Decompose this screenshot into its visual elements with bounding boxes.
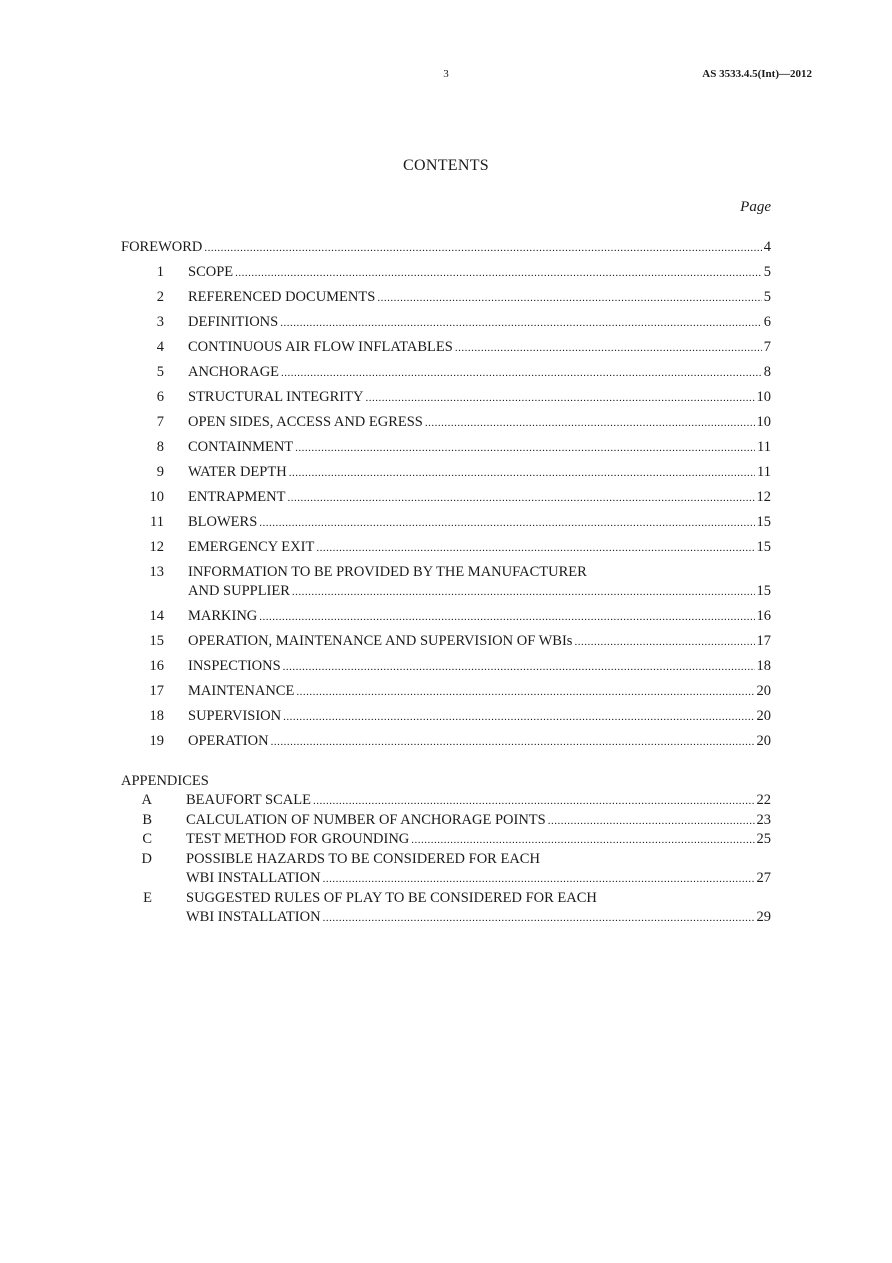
toc-entry-page: 10 xyxy=(756,414,771,430)
toc-entry-page: 20 xyxy=(756,733,771,749)
dot-leader xyxy=(289,464,755,483)
toc-entry-number: 3 xyxy=(156,314,164,330)
toc-row[interactable] xyxy=(0,563,892,583)
toc-entry-label: WBI INSTALLATION xyxy=(186,870,321,886)
toc-row[interactable] xyxy=(0,363,892,383)
toc-entry-page: 15 xyxy=(756,583,771,599)
toc-entry-page: 8 xyxy=(763,364,771,380)
toc-leader-line xyxy=(186,830,771,850)
toc-entry-label: CALCULATION OF NUMBER OF ANCHORAGE POINTS xyxy=(186,811,546,828)
dot-leader xyxy=(283,708,754,727)
toc-entry-label: ENTRAPMENT xyxy=(188,489,286,505)
toc-row[interactable] xyxy=(0,488,892,508)
dot-leader xyxy=(548,812,755,831)
toc-entry-label: OPERATION, MAINTENANCE AND SUPERVISION OF WBIs xyxy=(188,633,573,649)
dot-leader xyxy=(323,909,755,928)
toc-entry-page: 18 xyxy=(756,658,771,674)
toc-entry-number: A xyxy=(141,792,152,808)
toc-row[interactable] xyxy=(0,438,892,458)
toc-leader-line xyxy=(188,657,771,677)
toc-row[interactable] xyxy=(0,707,892,727)
toc-entry-label: CONTAINMENT xyxy=(188,439,294,455)
toc-entry-number: 16 xyxy=(149,658,164,674)
toc-entry-number: 10 xyxy=(149,489,164,505)
toc-row[interactable] xyxy=(0,413,892,433)
toc-entry-page: 12 xyxy=(756,489,771,505)
toc-leader-line xyxy=(186,908,771,928)
toc-entry-label: MAINTENANCE xyxy=(188,683,295,699)
toc-entry-number: 18 xyxy=(149,708,164,724)
toc-leader-line xyxy=(188,513,771,533)
toc-entry-label: EMERGENCY EXIT xyxy=(188,539,315,555)
toc-leader-line xyxy=(188,707,771,727)
appendices-heading: APPENDICES xyxy=(121,773,209,789)
dot-leader xyxy=(295,439,755,458)
toc-entry-page: 20 xyxy=(756,708,771,724)
toc-entry-number: 6 xyxy=(156,389,164,405)
toc-entry-number: 12 xyxy=(149,539,164,555)
toc-entry-page: 11 xyxy=(757,464,771,480)
toc-leader-line xyxy=(188,607,771,627)
toc-entry-label: ANCHORAGE xyxy=(188,364,280,380)
toc-entry-number: 9 xyxy=(156,464,164,480)
toc-leader-line xyxy=(186,869,771,889)
toc-leader-line xyxy=(188,388,771,408)
appendix-row[interactable] xyxy=(0,908,892,928)
toc-leader-line xyxy=(188,438,771,458)
toc-leader-line xyxy=(188,632,771,652)
toc-leader-line xyxy=(186,811,771,831)
toc-entry-page: 10 xyxy=(756,389,771,405)
toc-entry-label: WATER DEPTH xyxy=(188,464,287,480)
dot-leader xyxy=(281,364,762,383)
toc-entry-page: 22 xyxy=(756,792,771,808)
toc-entry-label: REFERENCED DOCUMENTS xyxy=(188,289,376,305)
appendix-row[interactable] xyxy=(0,869,892,889)
toc-leader-line xyxy=(188,538,771,558)
toc-entry-page: 15 xyxy=(756,539,771,555)
dot-leader xyxy=(574,633,754,652)
toc-entry-page: 17 xyxy=(756,633,771,649)
toc-leader-line xyxy=(188,288,771,308)
toc-row[interactable] xyxy=(0,338,892,358)
toc-entry-page: 11 xyxy=(757,439,771,455)
toc-row[interactable] xyxy=(0,582,892,602)
toc-row[interactable] xyxy=(0,682,892,702)
toc-entry-label: CONTINUOUS AIR FLOW INFLATABLES xyxy=(188,339,453,355)
toc-row[interactable] xyxy=(0,732,892,752)
toc-entry-page: 7 xyxy=(763,339,771,355)
toc-row[interactable] xyxy=(0,313,892,333)
toc-leader-line xyxy=(188,363,771,383)
toc-row[interactable] xyxy=(0,388,892,408)
toc-entry-number: 19 xyxy=(149,733,164,749)
toc-entry-page: 27 xyxy=(756,870,771,886)
toc-leader-line xyxy=(188,488,771,508)
toc-entry-number: 5 xyxy=(156,364,164,380)
toc-entry-label: OPERATION xyxy=(188,733,269,749)
toc-leader-line xyxy=(188,732,771,752)
toc-entry-number: D xyxy=(141,850,152,867)
toc-leader-line xyxy=(188,413,771,433)
toc-entry-number: 15 xyxy=(149,633,164,649)
toc-entry-label: DEFINITIONS xyxy=(188,314,279,330)
toc-row[interactable] xyxy=(0,513,892,533)
toc-entry-number: E xyxy=(143,889,152,906)
toc-entry-label: MARKING xyxy=(188,608,258,624)
toc-entry-label: WBI INSTALLATION xyxy=(186,909,321,925)
dot-leader xyxy=(292,583,755,602)
toc-entry-number: 7 xyxy=(156,414,164,430)
dot-leader xyxy=(283,658,755,677)
toc-leader-line xyxy=(186,791,771,811)
toc-leader-line xyxy=(121,238,771,258)
toc-entry-label: SCOPE xyxy=(188,264,234,280)
appendix-row[interactable] xyxy=(0,811,892,831)
toc-entry-label: AND SUPPLIER xyxy=(188,583,290,599)
dot-leader xyxy=(411,831,754,850)
toc-entry-number: 14 xyxy=(149,608,164,624)
toc-entry-number: 1 xyxy=(156,264,164,280)
toc-entry-label-line1: SUGGESTED RULES OF PLAY TO BE CONSIDERED FOR EACH xyxy=(186,889,597,906)
document-id: AS 3533.4.5(Int)—2012 xyxy=(702,68,812,80)
toc-leader-line xyxy=(188,582,771,602)
dot-leader xyxy=(316,539,754,558)
toc-leader-line xyxy=(188,463,771,483)
dot-leader xyxy=(280,314,762,333)
toc-entry-page: 16 xyxy=(756,608,771,624)
dot-leader xyxy=(377,289,761,308)
toc-entry-page: 25 xyxy=(756,831,771,847)
dot-leader xyxy=(455,339,762,358)
toc-entry-label: INSPECTIONS xyxy=(188,658,281,674)
dot-leader xyxy=(271,733,755,752)
toc-entry-label-line1: POSSIBLE HAZARDS TO BE CONSIDERED FOR EACH xyxy=(186,850,540,867)
toc-entry-number: 17 xyxy=(149,683,164,699)
toc-row[interactable] xyxy=(0,263,892,283)
toc-entry-label: BEAUFORT SCALE xyxy=(186,792,311,808)
dot-leader xyxy=(259,608,754,627)
toc-entry-number: 4 xyxy=(156,339,164,355)
toc-entry-number: 2 xyxy=(156,289,164,305)
appendix-row[interactable] xyxy=(0,830,892,850)
appendix-row[interactable] xyxy=(0,850,892,870)
toc-entry-label: BLOWERS xyxy=(188,514,258,530)
toc-entry-page: 23 xyxy=(756,811,771,828)
toc-entry-number: 8 xyxy=(156,439,164,455)
toc-entry-label: SUPERVISION xyxy=(188,708,282,724)
toc-leader-line xyxy=(188,263,771,283)
page-column-label: Page xyxy=(740,199,771,215)
toc-entry-label: OPEN SIDES, ACCESS AND EGRESS xyxy=(188,414,423,430)
toc-row[interactable] xyxy=(0,288,892,308)
toc-entry-page: 5 xyxy=(763,289,771,305)
toc-entry-number: B xyxy=(142,811,152,828)
toc-row[interactable] xyxy=(0,607,892,627)
toc-row-foreword[interactable] xyxy=(0,238,892,258)
toc-entry-label: STRUCTURAL INTEGRITY xyxy=(188,389,364,405)
dot-leader xyxy=(425,414,755,433)
toc-row[interactable] xyxy=(0,657,892,677)
dot-leader xyxy=(259,514,754,533)
toc-entry-page: 15 xyxy=(756,514,771,530)
toc-entry-page: 4 xyxy=(763,239,771,255)
appendix-row[interactable] xyxy=(0,889,892,909)
toc-leader-line xyxy=(188,338,771,358)
dot-leader xyxy=(323,870,755,889)
toc-entry-label: TEST METHOD FOR GROUNDING xyxy=(186,831,410,847)
dot-leader xyxy=(365,389,754,408)
page-title: CONTENTS xyxy=(403,157,489,174)
dot-leader xyxy=(296,683,754,702)
toc-entry-number: C xyxy=(142,831,152,847)
dot-leader xyxy=(313,792,755,811)
appendix-row[interactable] xyxy=(0,791,892,811)
toc-row[interactable] xyxy=(0,632,892,652)
toc-entry-page: 29 xyxy=(756,909,771,925)
dot-leader xyxy=(235,264,762,283)
dot-leader xyxy=(204,239,761,258)
toc-row[interactable] xyxy=(0,463,892,483)
toc-entry-number: 13 xyxy=(149,564,164,580)
toc-entry-number: 11 xyxy=(150,514,164,530)
toc-entry-page: 5 xyxy=(763,264,771,280)
toc-entry-page: 6 xyxy=(763,314,771,330)
toc-entry-label-line1: INFORMATION TO BE PROVIDED BY THE MANUFACTURER xyxy=(188,564,587,580)
toc-entry-label: FOREWORD xyxy=(121,239,203,255)
toc-row[interactable] xyxy=(0,538,892,558)
toc-leader-line xyxy=(188,682,771,702)
toc-leader-line xyxy=(188,313,771,333)
toc-entry-page: 20 xyxy=(756,683,771,699)
page-number: 3 xyxy=(443,68,449,80)
dot-leader xyxy=(287,489,754,508)
